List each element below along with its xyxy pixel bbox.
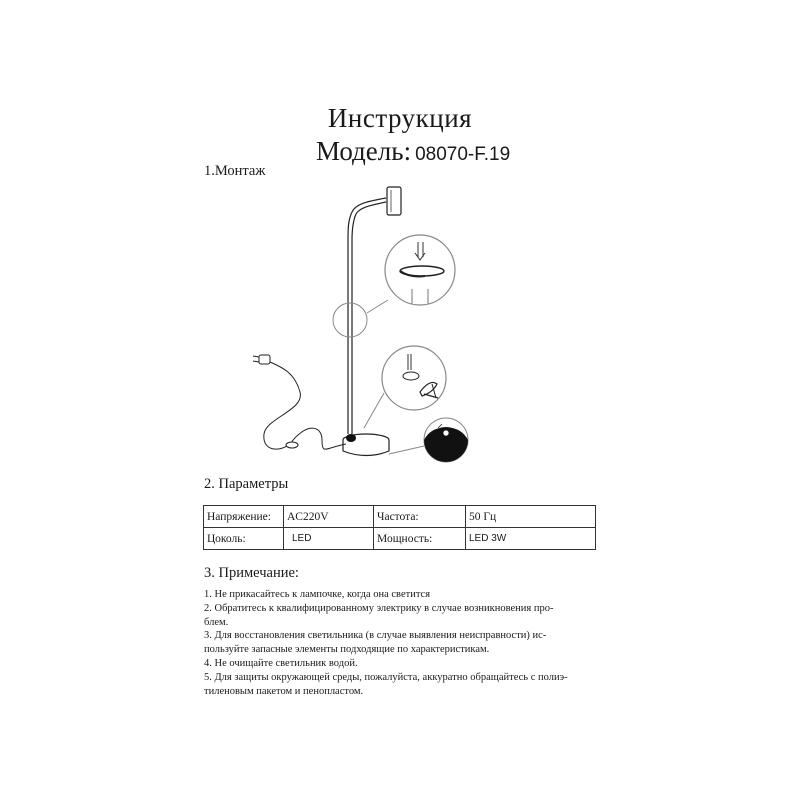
note-line: 5. Для защиты окружающей среды, пожалуйста, аккуратно обращайтесь с полиэ- [204,671,568,683]
note-line: тиленовым пакетом и пенопластом. [204,685,364,697]
model-number: 08070-F.19 [415,144,511,165]
socket-value: LED [284,528,374,550]
note-line: 1. Не прикасайтесь к лампочке, когда она светится [204,589,431,600]
lamp-base [343,434,389,456]
detail-joint-bubble [385,235,455,305]
power-value: LED 3W [466,528,596,550]
frequency-label: Частота: [374,506,466,528]
section-parameters-heading: 2. Параметры [204,476,289,492]
model-label: Модель: [316,136,412,166]
document-title: Инструкция [327,103,473,133]
table-row [204,528,596,550]
cable-switch [286,442,298,448]
note-line: пользуйте запасные элементы подходящие по характеристикам. [204,644,490,656]
notes-list [204,588,604,698]
voltage-value: AC220V [284,506,374,528]
table-row [204,506,596,528]
socket-label: Цоколь: [204,528,284,550]
note-line: блем. [204,616,229,628]
plug [253,355,270,364]
frequency-value: 50 Гц [466,506,596,528]
section-notes-heading: 3. Примечание: [204,565,299,581]
voltage-label: Напряжение: [204,506,284,528]
note-line: 4. Не очищайте светильник водой. [204,657,358,669]
note-line: 2. Обратитесь к квалифицированному электрику в случае возникновения про- [204,602,554,614]
detail-base-bubble [382,346,446,410]
power-label: Мощность: [374,528,466,550]
section-mounting-heading: 1.Монтаж [204,163,266,179]
detail-base-underside [424,418,468,462]
power-cable [264,361,346,449]
parameters-table [203,505,596,550]
note-line: 3. Для восстановления светильника (в случае выявления неисправности) ис- [204,630,547,642]
pole-joint-marker [333,303,367,337]
lamp-head [387,187,401,215]
